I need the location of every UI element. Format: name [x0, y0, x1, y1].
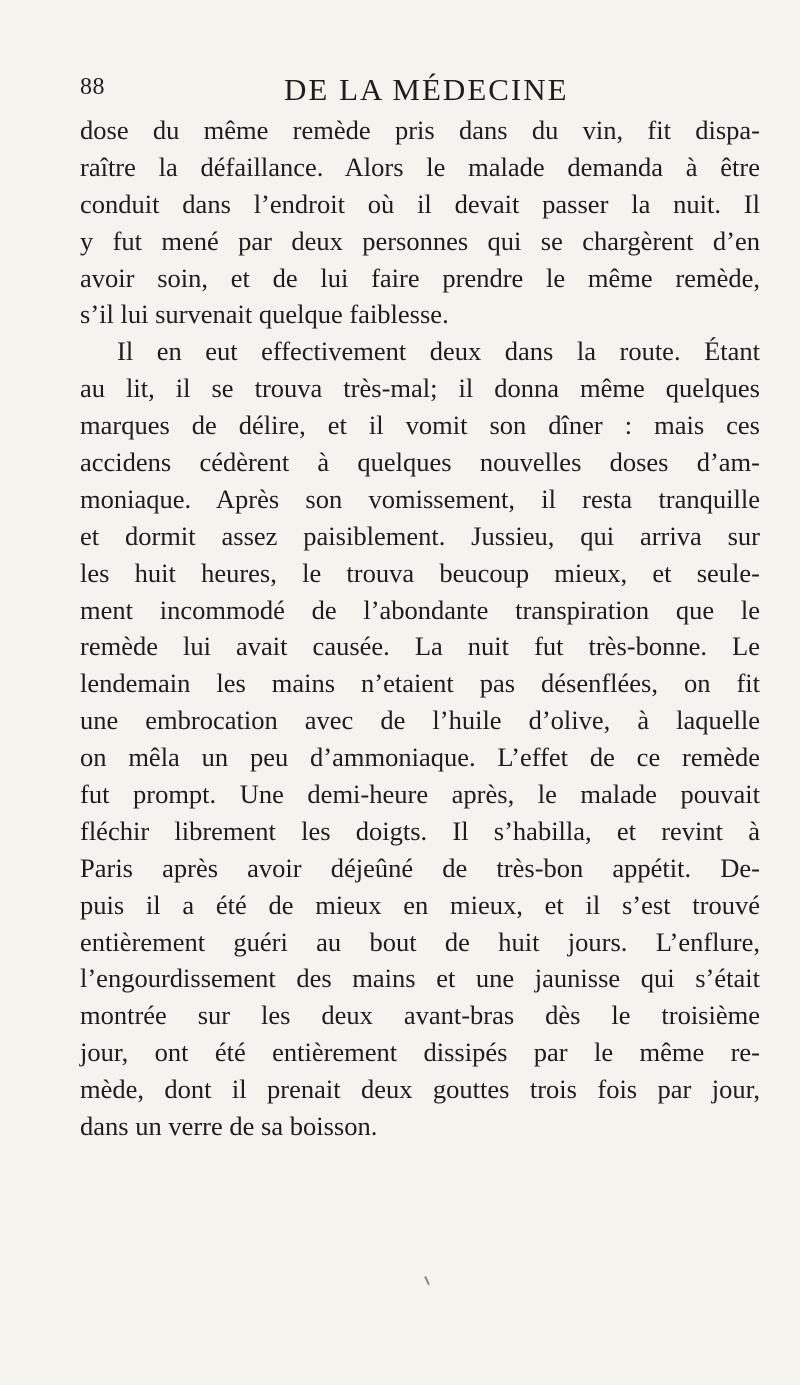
text-line: raître la défaillance. Alors le malade demanda à être — [80, 151, 760, 182]
text-line: les huit heures, le trouva beucoup mieux, et seule- — [80, 557, 760, 588]
text-line: avoir soin, et de lui faire prendre le même remède, — [80, 262, 760, 293]
text-line: Paris après avoir déjeûné de très-bon appétit. De- — [80, 852, 760, 883]
text-line: au lit, il se trouva très-mal; il donna même quelques — [80, 373, 760, 404]
text-line: jour, ont été entièrement dissipés par le même re- — [80, 1037, 760, 1068]
text-line: une embrocation avec de l’huile d’olive, à laquelle — [80, 705, 760, 736]
text-line: et dormit assez paisiblement. Jussieu, qui arriva sur — [80, 520, 760, 551]
text-line: l’engourdissement des mains et une jaunisse qui s’était — [80, 963, 760, 994]
text-line: remède lui avait causée. La nuit fut très-bonne. Le — [80, 631, 760, 662]
text-line: entièrement guéri au bout de huit jours. L’enflure, — [80, 926, 760, 957]
paragraph-2 — [80, 333, 760, 1145]
text-line: y fut mené par deux personnes qui se chargèrent d’en — [80, 225, 760, 256]
running-head: DE LA MÉDECINE — [284, 72, 569, 107]
page-number: 88 — [80, 74, 105, 100]
text-line: fut prompt. Une demi-heure après, le malade pouvait — [80, 779, 760, 810]
text-line: montrée sur les deux avant-bras dès le troisième — [80, 1000, 760, 1031]
text-line: conduit dans l’endroit où il devait passer la nuit. Il — [80, 188, 760, 219]
text-line: dans un verre de sa boisson. — [80, 1111, 378, 1142]
body-text — [80, 112, 760, 1145]
text-line: s’il lui survenait quelque faiblesse. — [80, 299, 449, 330]
text-line: mède, dont il prenait deux gouttes trois fois par jour, — [80, 1074, 760, 1105]
text-line: puis il a été de mieux en mieux, et il s’est trouvé — [80, 889, 760, 920]
text-line: ment incommodé de l’abondante transpiration que le — [80, 594, 760, 625]
page-header — [80, 66, 780, 106]
text-line: Il en eut effectivement deux dans la route. Étant — [117, 336, 760, 367]
text-line: on mêla un peu d’ammoniaque. L’effet de ce remède — [80, 742, 760, 773]
text-line: dose du même remède pris dans du vin, fit dispa- — [80, 115, 760, 145]
paragraph-1 — [80, 112, 760, 333]
text-line: fléchir librement les doigts. Il s’habilla, et revint à — [80, 815, 760, 846]
text-line: marques de délire, et il vomit son dîner : mais ces — [80, 410, 760, 441]
text-line: accidens cédèrent à quelques nouvelles doses d’am- — [80, 447, 760, 478]
text-line: lendemain les mains n’etaient pas désenflées, on fit — [80, 668, 760, 699]
ink-speck — [424, 1276, 430, 1285]
text-line: moniaque. Après son vomissement, il resta tranquille — [80, 483, 760, 514]
